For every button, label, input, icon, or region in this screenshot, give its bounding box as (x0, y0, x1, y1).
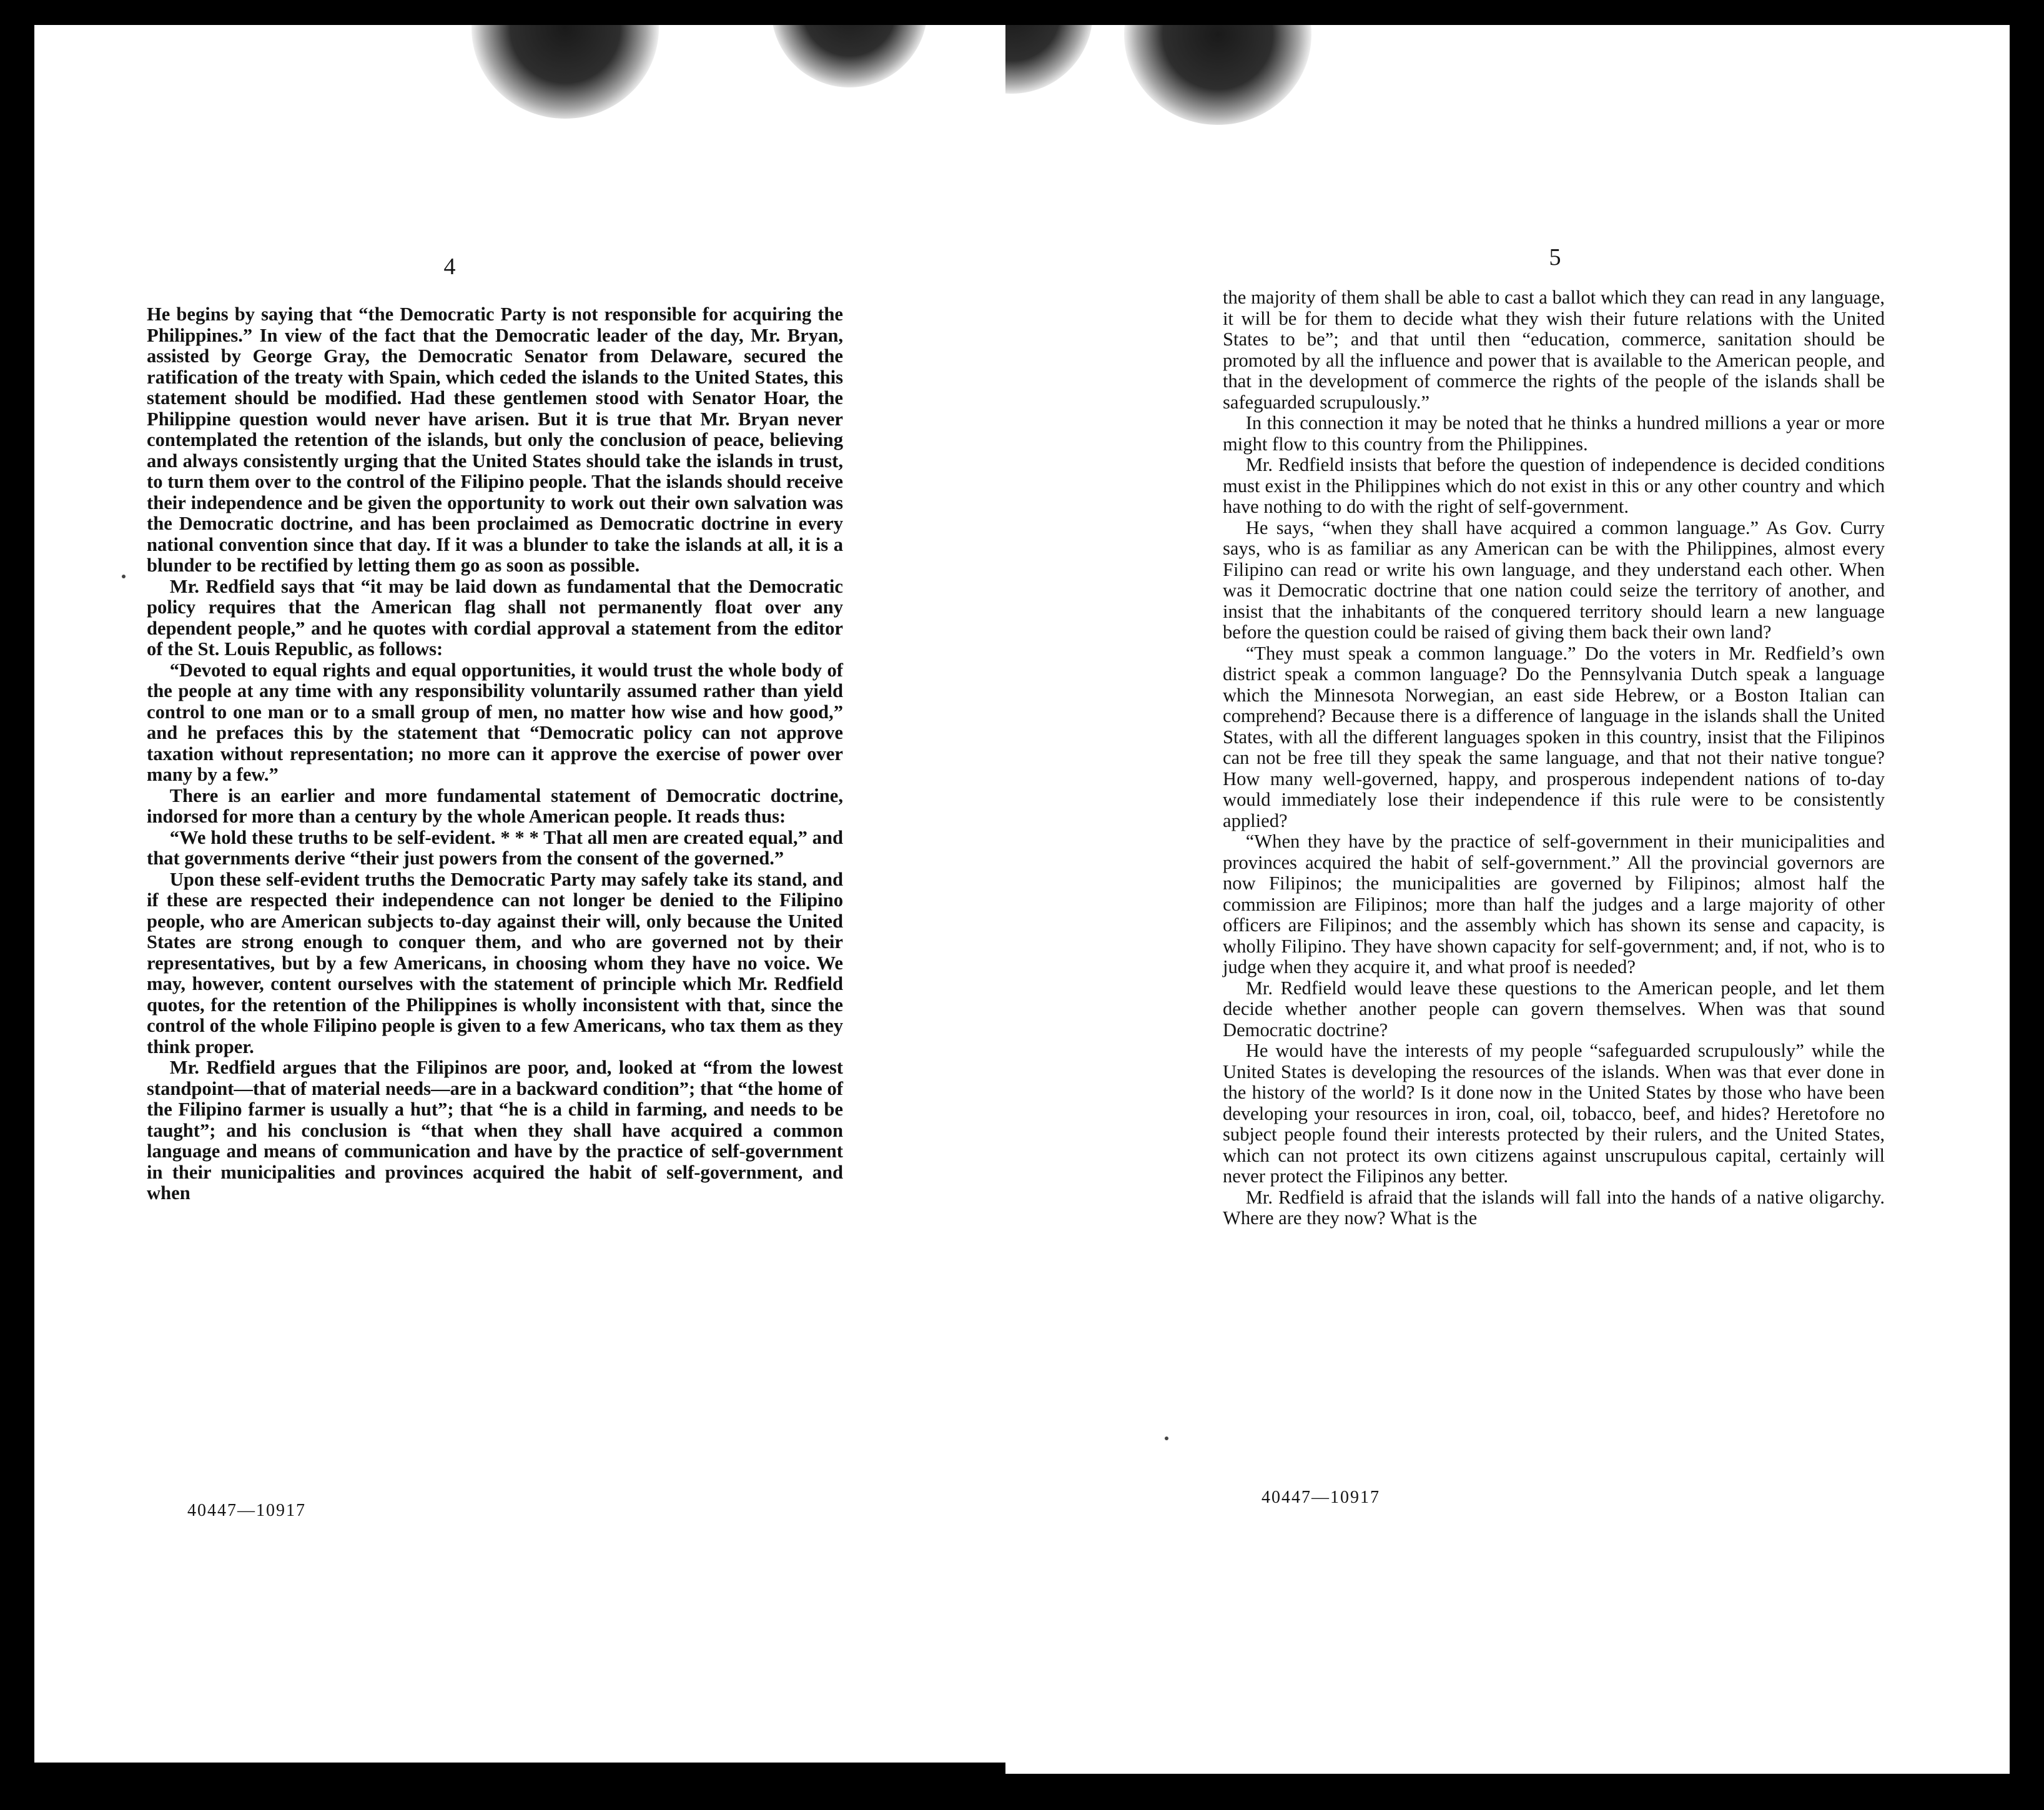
paragraph: the majority of them shall be able to cast a ballot which they can read in any language, it will be for them to decide what they wish their future relations with the United States to be”; and that until then “education, commerce, sanitation should be promoted by all the influence and power that is available to the American people, and that in the development of commerce the rights of the people of the islands shall be safeguarded scrupulously.” (1223, 287, 1885, 413)
page-number: 4 (443, 254, 456, 280)
ink-blot (1005, 25, 1093, 94)
paragraph: Upon these self-evident truths the Democratic Party may safely take its stand, and if these are respected their independence can not longer be denied to the Filipino people, who are American subjects to-day against their will, only because the United States are strong enough to conquer them, and who are governed not by their representatives, but by a few Americans, in choosing whom they have no voice. We may, however, content ourselves with the statement of principle which Mr. Redfield quotes, for the retention of the Philippines is wholly inconsistent with that, since the control of the whole Filipino people is given to a few Americans, who tax them as they think proper. (147, 868, 843, 1057)
ink-blot (771, 25, 927, 87)
paragraph: Mr. Redfield would leave these questions to the American people, and let them decide whether another people can govern themselves. When was that sound Democratic doctrine? (1223, 977, 1885, 1041)
paragraph: In this connection it may be noted that he thinks a hundred millions a year or more might flow to this country from the Philippines. (1223, 412, 1885, 455)
paragraph: Mr. Redfield insists that before the question of independence is decided conditions must exist in the Philippines which do not exist in this or any other country and which have nothing to do with the right of self-government. (1223, 454, 1885, 517)
paragraph: “Devoted to equal rights and equal opportunities, it would trust the whole body of the people at any time with any responsibility voluntarily assumed rather than yield control to one man or to a small group of men, no matter how wise and how good,” and he prefaces this by the statement that “Democratic policy can not approve taxation without representation; no more can it approve the exercise of power over many by a few.” (147, 659, 843, 785)
left-text-column (147, 304, 843, 1204)
paragraph: “We hold these truths to be self-evident. * * * That all men are created equal,” and that governments derive “their just powers from the consent of the governed.” (147, 826, 843, 869)
ink-speck (1165, 1437, 1168, 1440)
paragraph: Mr. Redfield says that “it may be laid down as fundamental that the Democratic policy requires that the American flag shall not permanently float over any dependent people,” and he quotes with cordial approval a statement from the editor of the St. Louis Republic, as follows: (147, 575, 843, 660)
paragraph: He would have the interests of my people “safeguarded scrupulously” while the United States is developing the resources of the islands. When was that ever done in the history of the world? Is it done now in the United States by those who have been developing your resources in iron, coal, oil, tobacco, beef, and hides? Heretofore no subject people found their interests protected by their rulers, and the United States, which can not protect its own citizens against unscrupulous capital, certainly will never protect the Filipinos any better. (1223, 1040, 1885, 1187)
ink-blot (1124, 25, 1311, 125)
paragraph: He begins by saying that “the Democratic Party is not responsible for acquiring the Philippines.” In view of the fact that the Democratic leader of the day, Mr. Bryan, assisted by George Gray, the Democratic Senator from Delaware, secured the ratification of the treaty with Spain, which ceded the islands to the United States, this statement should be modified. Had these gentlemen stood with Senator Hoar, the Philippine question would never have arisen. But it is true that Mr. Bryan never contemplated the retention of the islands, but only the conclusion of peace, believing and always consistently urging that the United States should take the islands in trust, to turn them over to the control of the Filipino people. That the islands should receive their independence and be given the opportunity to work out their own salvation was the Democratic doctrine, and has been proclaimed as Democratic doctrine in every national convention since that day. If it was a blunder to take the islands at all, it is a blunder to be rectified by letting them go as soon as possible. (147, 304, 843, 576)
paragraph: There is an earlier and more fundamental statement of Democratic doctrine, indorsed for more than a century by the whole American people. It reads thus: (147, 784, 843, 827)
paragraph: Mr. Redfield is afraid that the islands will fall into the hands of a native oligarchy. Where are they now? What is the (1223, 1186, 1885, 1229)
page-number: 5 (1549, 244, 1561, 270)
paragraph: He says, “when they shall have acquired a common language.” As Gov. Curry says, who is as familiar as any American can be with the Philippines, almost every Filipino can read or write his own language, and they understand each other. When was it Democratic doctrine that one nation could seize the territory of another, and insist that the inhabitants of the conquered territory should learn a new language before the question could be raised of giving them back their own land? (1223, 517, 1885, 643)
paragraph: “They must speak a common language.” Do the voters in Mr. Redfield’s own district speak a common language? Do the Pennsylvania Dutch speak a language which the Minnesota Norwegian, an east side Hebrew, or a Boston Italian can comprehend? Because there is a difference of language in the islands shall the United States, with all the different languages spoken in this country, insist that the Filipinos can not be free till they speak the same language, and that not their native tongue? How many well-governed, happy, and prosperous independent nations of to-day would immediately lose their independence if this rule were to be consistently applied? (1223, 642, 1885, 831)
paragraph: Mr. Redfield argues that the Filipinos are poor, and, looked at “from the lowest standpoint—that of material needs—are in a backward condition”; that “the home of the Filipino farmer is usually a hut”; that “he is a child in farming, and needs to be taught”; and his conclusion is “that when they shall have acquired a common language and means of communication and have by the practice of self-government in their municipalities and provinces acquired the habit of self-government, and when (147, 1057, 843, 1204)
right-page (1005, 25, 2010, 1774)
print-code-footer: 40447—10917 (187, 1501, 306, 1520)
right-text-column (1223, 287, 1885, 1229)
paragraph: “When they have by the practice of self-government in their municipalities and provinces acquired the habit of self-government.” All the provincial governors are now Filipinos; the municipalities are governed by Filipinos; almost half the commission are Filipinos; more than half the judges and a large majority of other officers are Filipinos; and the assembly which has shown its sense and capacity, is wholly Filipino. They have shown capacity for self-government; and, if not, who is to judge when they acquire it, and what proof is needed? (1223, 831, 1885, 977)
left-page (34, 25, 1012, 1763)
print-code-footer: 40447—10917 (1261, 1488, 1380, 1507)
ink-speck (122, 575, 126, 578)
ink-blot (472, 25, 659, 119)
